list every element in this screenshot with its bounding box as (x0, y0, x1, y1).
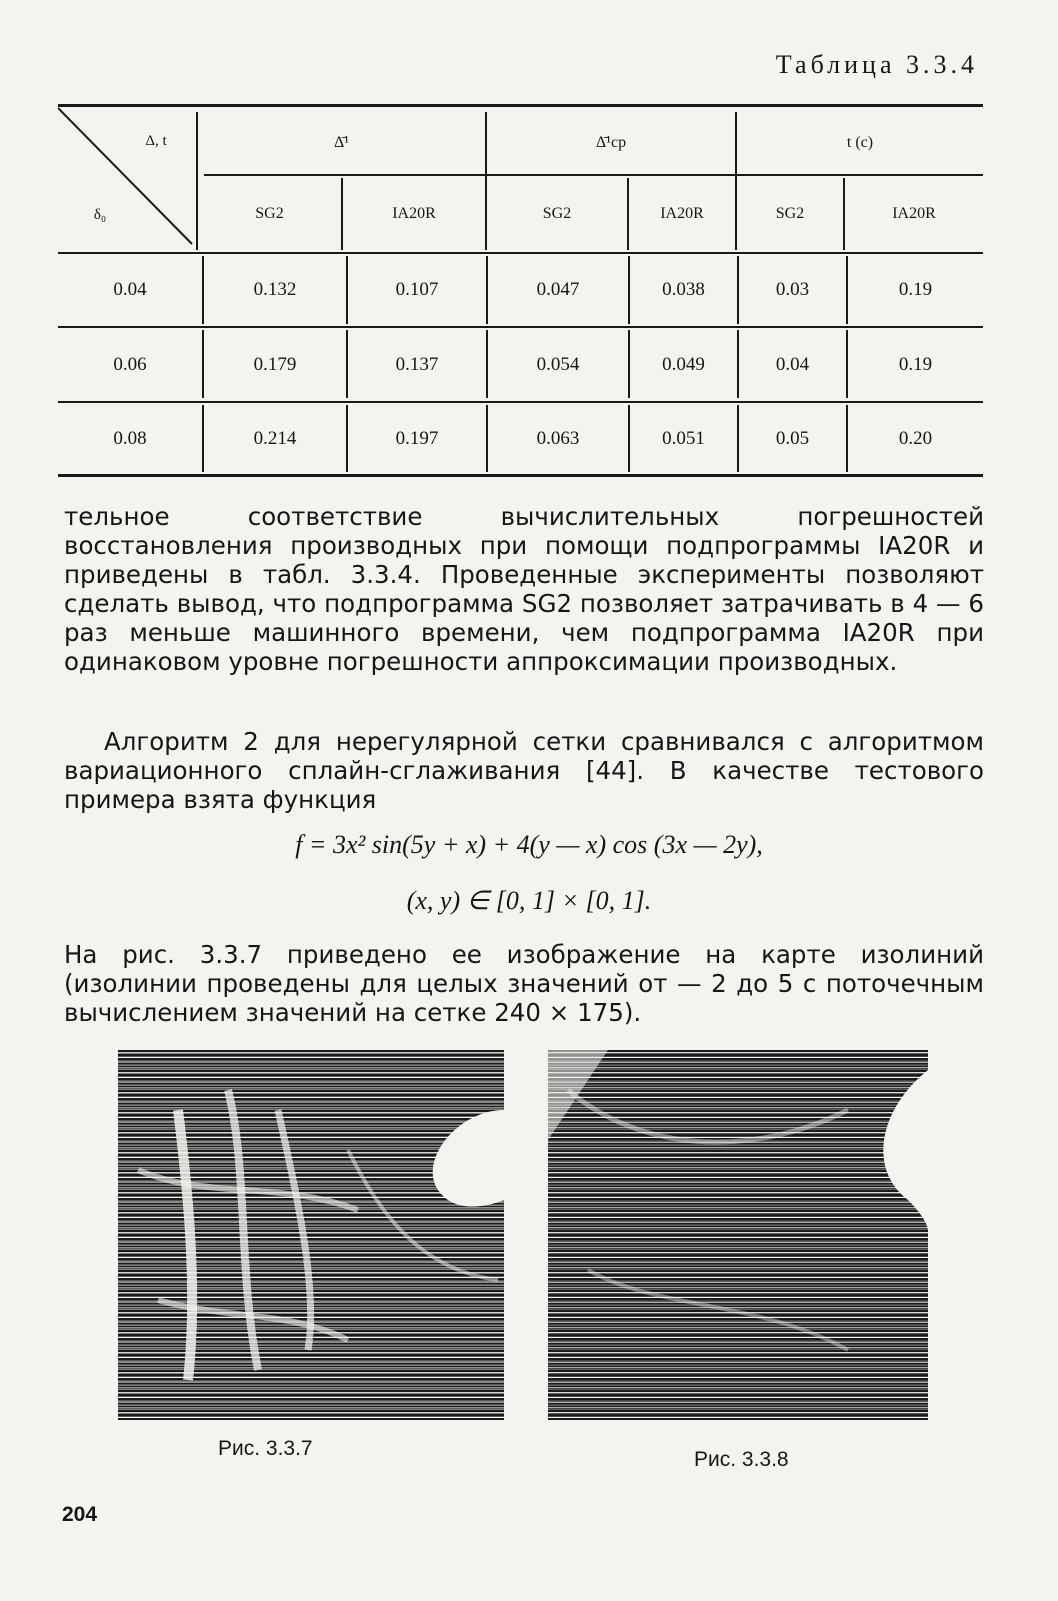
table-cell: 0.132 (253, 279, 297, 300)
results-table (58, 104, 983, 490)
formula-line: f = 3x² sin(5y + x) + 4(y — x) cos (3x — 2y), (295, 830, 763, 859)
table-cell: 0.038 (662, 279, 705, 300)
table-cell: 0.19 (898, 353, 933, 375)
table-cell: 0.04 (775, 353, 810, 375)
body-paragraph: На рис. 3.3.7 приведено ее изображение на карте изолиний (изолинии проведены для целых значений от — 2 до 5 с поточечным вычислением значений на сетке 240 × 175). (64, 940, 984, 1027)
subheader: IA20R (392, 205, 436, 222)
table-cell: 0.049 (662, 353, 705, 375)
subheader: IA20R (660, 205, 704, 222)
subheader: SG2 (255, 205, 284, 222)
corner-bottom-label: δ₀ (93, 206, 107, 223)
table-cell: 0.047 (536, 279, 580, 300)
table-cell: 0.214 (253, 427, 297, 449)
figure-3-3-8-contour-map (548, 1050, 934, 1420)
subheader: SG2 (542, 205, 572, 222)
row-delta: 0.06 (113, 353, 147, 375)
group-header: t (c) (846, 134, 874, 151)
row-delta: 0.04 (113, 279, 147, 300)
table-caption: Таблица 3.3.4 (775, 50, 978, 79)
table-cell: 0.19 (898, 279, 933, 300)
table-cell: 0.197 (395, 427, 439, 449)
group-header: Δ̄¹ (333, 134, 350, 151)
subheader: IA20R (892, 205, 936, 222)
table-cell: 0.063 (536, 427, 580, 449)
table-cell: 0.05 (775, 427, 810, 449)
table-bottom-rule (58, 474, 983, 477)
figure-caption: Рис. 3.3.7 (218, 1437, 313, 1460)
table-cell: 0.054 (536, 353, 580, 375)
formula-domain: (x, y) ∈ [0, 1] × [0, 1]. (406, 886, 652, 915)
row-delta: 0.08 (113, 427, 147, 449)
group-header: Δ̄¹ср (595, 134, 627, 151)
body-paragraph: Алгоритм 2 для нерегулярной сетки сравнивался с алгоритмом вариационного сплайн-сглаживания [44]. В качестве тестового примера взята функция (64, 727, 984, 814)
table-cell: 0.051 (662, 427, 705, 449)
subheader: SG2 (775, 205, 805, 222)
figure-3-3-7-contour-map (118, 1050, 520, 1420)
table-cell: 0.137 (395, 353, 439, 375)
table-cell: 0.179 (253, 353, 297, 375)
group-rule (204, 174, 983, 176)
figure-caption: Рис. 3.3.8 (694, 1448, 789, 1471)
table-cell: 0.03 (775, 279, 810, 300)
table-cell: 0.107 (395, 279, 439, 300)
table-cell: 0.20 (898, 427, 933, 449)
body-paragraph: тельное соответствие вычислительных погрешностей восстановления производных при помощи подпрограммы IA20R и приведены в табл. 3.3.4. Проведенные эксперименты позволяют сделать вывод, что подпрограмма SG2 позволяет затрачивать в 4 — 6 раз меньше машинного времени, чем подпрограмма IA20R при одинаковом уровне погрешности аппроксимации производных. (64, 502, 984, 676)
page-number: 204 (62, 1503, 98, 1526)
corner-top-label: Δ, t (145, 132, 167, 149)
